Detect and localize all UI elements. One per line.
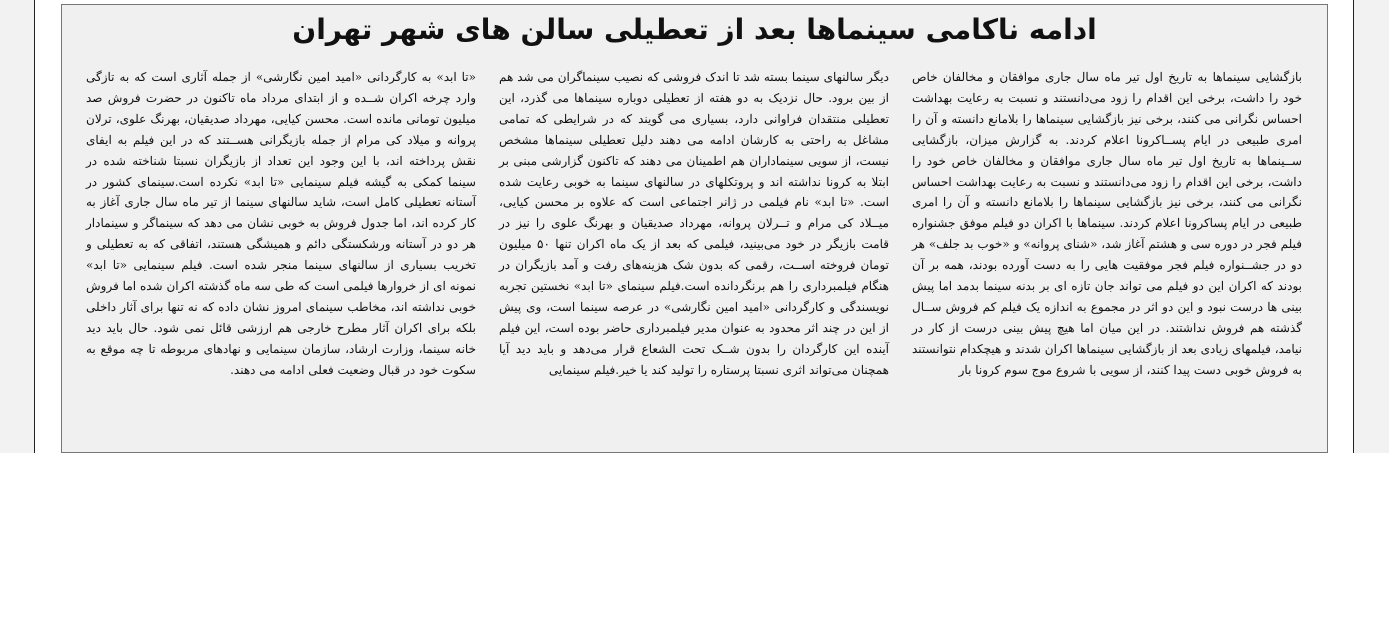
right-page-margin	[1353, 0, 1389, 453]
news-article	[61, 4, 1328, 453]
article-column-2: دیگر سالنهای سینما بسته شد تا اندک فروشی که نصیب سینماگران می شد هم از بین برود. حال نزدیک به دو هفته از تعطیلی دوباره سینماها می گذرد، این تعطیلی منتقدان فراوانی دارد، بسیاری می گویند که در شرایطی که تمامی مشاغل به راحتی به کارشان ادامه می دهند دلیل تعطیلی سینماها مشخص نیست، از سویی سینماداران هم اطمینان می دهند که تاکنون گزارشی مبنی بر ابتلا به کرونا نداشته اند و پروتکلهای در سالنهای سینما به خوبی رعایت شده است. «تا ابد» نام فیلمی در ژانر اجتماعی است که علاوه بر محسن کیایی، میــلاد کی مرام و تــرلان پروانه، مهرداد صدیقیان و بهرنگ علوی را نیز در قامت بازیگر در خود می‌بینید، فیلمی که بعد از یک ماه اکران تنها ۵۰ میلیون تومان فروخته اســت، رقمی که بدون شک هزینه‌های رفت و آمد بازیگران در هنگام فیلمبرداری را هم برنگردانده است.فیلم سینمای «تا ابد» نخستین تجربه نویسندگی و کارگردانی «امید امین نگارشی» در عرصه سینما است، وی پیش از این در چند اثر محدود به عنوان مدیر فیلمبرداری حاضر بوده است، این فیلم آینده این کارگردان را بدون شــک تحت الشعاع قرار می‌دهد و باید دید آیا همچنان می‌تواند اثری نسبتا پرستاره را تولید کند یا خیر.فیلم سینمایی	[499, 70, 889, 377]
article-headline: ادامه ناکامی سینماها بعد از تعطیلی سالن های شهر تهران	[292, 13, 1097, 46]
left-page-margin	[0, 0, 35, 453]
article-column-1: بازگشایی سینماها به تاریخ اول تیر ماه سال جاری موافقان و مخالفان خاص خود را داشت، برخی این اقدام را زود می‌دانستند و نسبت به رعایت بهداشت احساس نگرانی می کنند، برخی نیز بازگشایی سینماها را بلامانع دانسته و آن را امری طبیعی در ایام پســاکرونا اعلام کردند. به گزارش میزان، بازگشایی ســینماها به تاریخ اول تیر ماه سال جاری موافقان و مخالفان خاص خود را داشت، برخی این اقدام را زود می‌دانستند و نسبت به رعایت بهداشت احساس نگرانی می کنند، برخی نیز بازگشایی سینماها را بلامانع دانسته و آن را امری طبیعی در ایام پساکرونا اعلام کردند. سینماها با اکران دو فیلم موفق جشنواره فیلم فجر در دوره سی و هشتم آغاز شد، «شنای پروانه» و «خوب بد جلف» هر دو در جشــنواره فیلم فجر موفقیت هایی را به دست آورده بودند، همه بر آن بودند که اکران این دو فیلم می تواند جان تازه ای بر بدنه سینما بدمد اما پیش بینی ها درست نبود و این دو اثر در مجموع به اندازه یک فیلم کم فروش ســال گذشته هم فروش نداشتند. در این میان اما هیچ پیش بینی درست از کار در نیامد، فیلمهای زیادی بعد از بازگشایی سینماها اکران شدند و هیچکدام نتوانستند به فروش خوبی دست پیدا کنند، از سویی با شروع موج سوم کرونا بار	[912, 70, 1302, 377]
article-column-3: «تا ابد» به کارگردانی «امید امین نگارشی» از جمله آثاری است که به تازگی وارد چرخه اکران شــده و از ابتدای مرداد ماه تاکنون در حضرت فروش صد میلیون تومانی مانده است. محسن کیایی، مهرداد صدیقیان، بهرنگ علوی، ترلان پروانه و میلاد کی مرام از جمله بازیگرانی هســتند که در این فیلم به ایفای نقش پرداخته اند، با این وجود این تعداد از بازیگران نسبتا شناخته شده در سینما کمکی به گیشه فیلم سینمایی «تا ابد» نکرده است.سینمای کشور در آستانه تعطیلی کامل است، شاید سالنهای سینما از تیر ماه سال جاری آغاز به کار کرده اند، اما جدول فروش به خوبی نشان می دهد که سینماگر و سینمادار هر دو در آستانه ورشکستگی دائم و همیشگی هستند، اتفاقی که به تعطیلی و تخریب بسیاری از سالنهای سینما منجر شده است. فیلم سینمایی «تا ابد» نمونه ای از خروارها فیلمی است که طی سه ماه گذشته اکران شده اما فروش خوبی نداشته اند، مخاطب سینمای امروز نشان داده که نه تنها برای آثار داخلی بلکه برای اکران آثار مطرح خارجی هم ارزشی قائل نمی شود. حال باید دید خانه سینما، وزارت ارشاد، سازمان سینمایی و نهادهای مربوطه تا چه موقع به سکوت خود در قبال وضعیت فعلی ادامه می دهند.	[86, 70, 476, 377]
